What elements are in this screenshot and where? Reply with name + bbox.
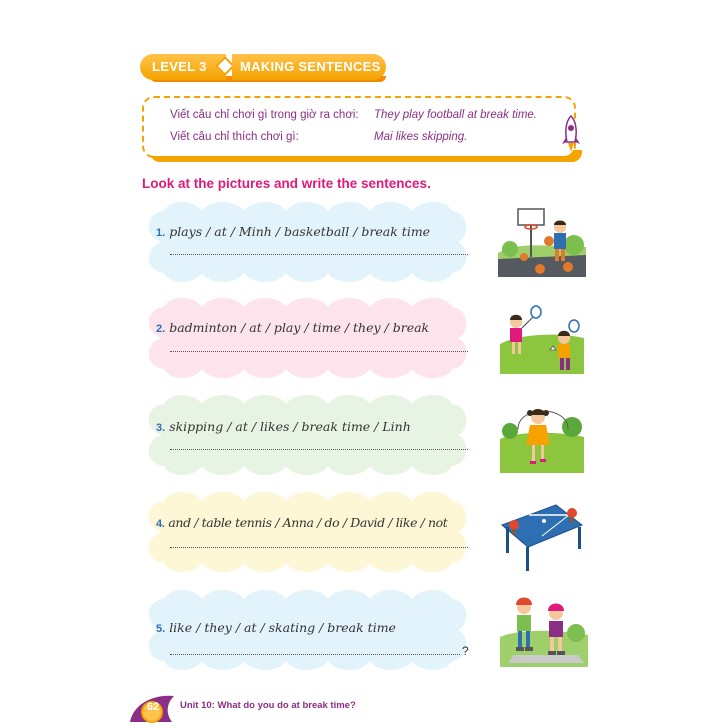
note-box [142, 96, 576, 158]
answer-line-2[interactable] [170, 351, 468, 352]
exercise-number: 4. [156, 518, 165, 530]
note-example: Mai likes skipping. [374, 131, 468, 143]
exercise-1 [156, 224, 430, 239]
note-row-1 [170, 109, 359, 121]
exercise-words: plays / at / Minh / basketball / break time [169, 224, 431, 239]
exercise-number: 3. [156, 422, 166, 434]
unit-title: Unit 10: What do you do at break time? [180, 700, 356, 711]
answer-line-3[interactable] [170, 449, 468, 450]
note-example-1 [374, 109, 537, 121]
question-mark: ? [462, 644, 469, 658]
cloud-background [140, 491, 474, 573]
level-label: LEVEL 3 [140, 54, 226, 80]
cloud-background [140, 297, 474, 379]
answer-line-4[interactable] [170, 547, 468, 548]
exercise-words: badminton / at / play / time / they / break [169, 320, 430, 335]
note-prompt: Viết câu chỉ chơi gì trong giờ ra chơi: [170, 109, 359, 121]
cloud-background [140, 394, 474, 476]
note-example-2 [374, 131, 467, 143]
exercise-words: skipping / at / likes / break time / Linh [169, 419, 411, 434]
skating-picture [498, 593, 590, 667]
basketball-picture [496, 205, 588, 277]
exercise-4 [156, 515, 447, 530]
exercise-3 [156, 419, 411, 434]
answer-line-5[interactable] [170, 654, 460, 655]
skipping-picture [498, 401, 586, 473]
badminton-picture [498, 304, 586, 376]
exercise-2 [156, 320, 429, 335]
note-prompt: Viết câu chỉ thích chơi gì: [170, 131, 299, 143]
exercise-words: like / they / at / skating / break time [169, 620, 396, 635]
banner-title: MAKING SENTENCES [232, 54, 386, 80]
rocket-icon [560, 114, 582, 154]
exercise-number: 5. [156, 623, 166, 635]
answer-line-1[interactable] [170, 254, 468, 255]
page-number: 62 [146, 701, 160, 713]
exercise-number: 2. [156, 323, 166, 335]
note-row-2 [170, 131, 299, 143]
instruction-heading: Look at the pictures and write the sentences. [142, 176, 431, 191]
exercise-number: 1. [156, 227, 166, 239]
cloud-background [140, 201, 474, 283]
note-example: They play football at break time. [374, 109, 537, 121]
level-banner [140, 54, 386, 82]
exercise-5 [156, 620, 396, 635]
exercise-words: and / table tennis / Anna / do / David / like / not [168, 515, 448, 530]
table-tennis-picture [496, 497, 584, 573]
